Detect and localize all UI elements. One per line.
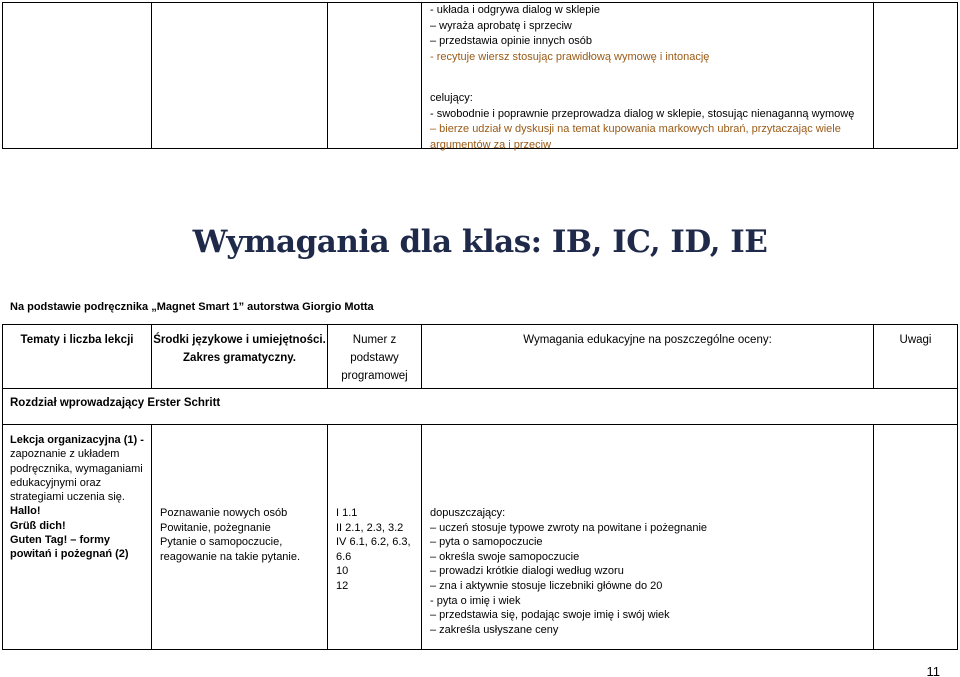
- requirement-item: - układa i odgrywa dialog w sklepie: [430, 4, 600, 16]
- header-number-line: podstawy: [350, 352, 399, 364]
- requirement-item: – wyraża aprobatę i sprzeciw: [430, 19, 572, 32]
- header-number: [328, 331, 421, 385]
- means-item: reagowanie na takie pytanie.: [160, 550, 301, 563]
- curriculum-numbers: [336, 506, 416, 594]
- table-border: [873, 2, 874, 149]
- header-means-line: Środki językowe i umiejętności.: [153, 334, 326, 346]
- lesson-greeting: Hallo!: [10, 505, 41, 518]
- requirement-item: – przedstawia się, podając swoje imię i swój wiek: [430, 609, 670, 622]
- grade-item: – bierze udział w dyskusji na temat kupowania markowych ubrań, przytaczając wiele: [430, 123, 841, 135]
- header-means-line: Zakres gramatyczny.: [183, 352, 296, 364]
- table-border: [873, 424, 874, 650]
- lesson-greeting: Grüß dich!: [10, 519, 66, 532]
- grade-item: - swobodnie i poprawnie przeprowadza dialog w sklepie, stosując nienaganną wymowę: [430, 107, 855, 120]
- requirement-item: – zna i aktywnie stosuje liczebniki główne do 20: [430, 579, 663, 592]
- lesson-title: Lekcja organizacyjna (1) -: [10, 434, 144, 446]
- header-number-line: programowej: [341, 370, 408, 382]
- number-item: II 2.1, 2.3, 3.2: [336, 521, 404, 534]
- lesson-line: podręcznika, wymaganiami: [10, 462, 143, 475]
- means-item: Poznawanie nowych osób: [160, 507, 288, 519]
- header-means: [152, 331, 327, 367]
- grade-celujacy: [430, 91, 870, 153]
- header-requirements: Wymagania edukacyjne na poszczególne oceny:: [523, 334, 772, 346]
- number-item: 12: [336, 579, 349, 592]
- language-means: [160, 506, 330, 564]
- header-number-line: Numer z: [352, 334, 397, 346]
- table-border: [2, 324, 3, 650]
- number-item: I 1.1: [336, 507, 358, 519]
- grade-item: argumentów za i przeciw: [430, 138, 552, 151]
- means-item: Pytanie o samopoczucie,: [160, 536, 283, 549]
- lesson-greeting: Guten Tag! – formy: [10, 534, 111, 547]
- requirement-item: – prowadzi krótkie dialogi według wzoru: [430, 565, 624, 578]
- table-border: [2, 324, 958, 325]
- table-border: [421, 424, 422, 650]
- top-requirements: [430, 3, 870, 65]
- table-border: [327, 2, 328, 149]
- requirement-item: – pyta o samopoczucie: [430, 536, 543, 549]
- requirement-item: – zakreśla usłyszane ceny: [430, 623, 559, 636]
- table-border: [2, 649, 958, 650]
- section-title: Rozdział wprowadzający Erster Schritt: [10, 397, 221, 409]
- requirement-item: – przedstawia opinie innych osób: [430, 35, 593, 47]
- table-border: [2, 388, 958, 389]
- page-title: Wymagania dla klas: IB, IC, ID, IE: [192, 224, 768, 260]
- number-item: 6.6: [336, 550, 352, 563]
- table-border: [957, 2, 958, 149]
- number-item: IV 6.1, 6.2, 6.3,: [336, 536, 411, 549]
- page-number: 11: [926, 664, 940, 677]
- textbook-basis: Na podstawie podręcznika „Magnet Smart 1” autorstwa Giorgio Motta: [10, 301, 374, 313]
- grade-heading: dopuszczający:: [430, 507, 506, 519]
- grade-heading: celujący:: [430, 92, 473, 104]
- header-notes: Uwagi: [899, 334, 932, 346]
- table-border: [2, 424, 958, 425]
- table-border: [151, 2, 152, 149]
- header-topics: Tematy i liczba lekcji: [20, 334, 134, 346]
- lesson-topics: [10, 433, 155, 562]
- requirement-item: - pyta o imię i wiek: [430, 594, 521, 607]
- grade-requirements: [430, 506, 870, 637]
- means-item: Powitanie, pożegnanie: [160, 521, 271, 534]
- lesson-line: edukacyjnymi oraz: [10, 476, 102, 489]
- requirement-item: – uczeń stosuje typowe zwroty na powitane i pożegnanie: [430, 521, 708, 534]
- lesson-line: zapoznanie z układem: [10, 448, 120, 461]
- table-border: [2, 2, 3, 149]
- lesson-greeting: powitań i pożegnań (2): [10, 548, 129, 561]
- requirement-item: – określa swoje samopoczucie: [430, 550, 580, 563]
- number-item: 10: [336, 565, 349, 578]
- requirement-item: - recytuje wiersz stosując prawidłową wymowę i intonację: [430, 50, 710, 63]
- table-border: [957, 324, 958, 650]
- lesson-line: strategiami uczenia się.: [10, 491, 125, 504]
- table-border: [421, 2, 422, 149]
